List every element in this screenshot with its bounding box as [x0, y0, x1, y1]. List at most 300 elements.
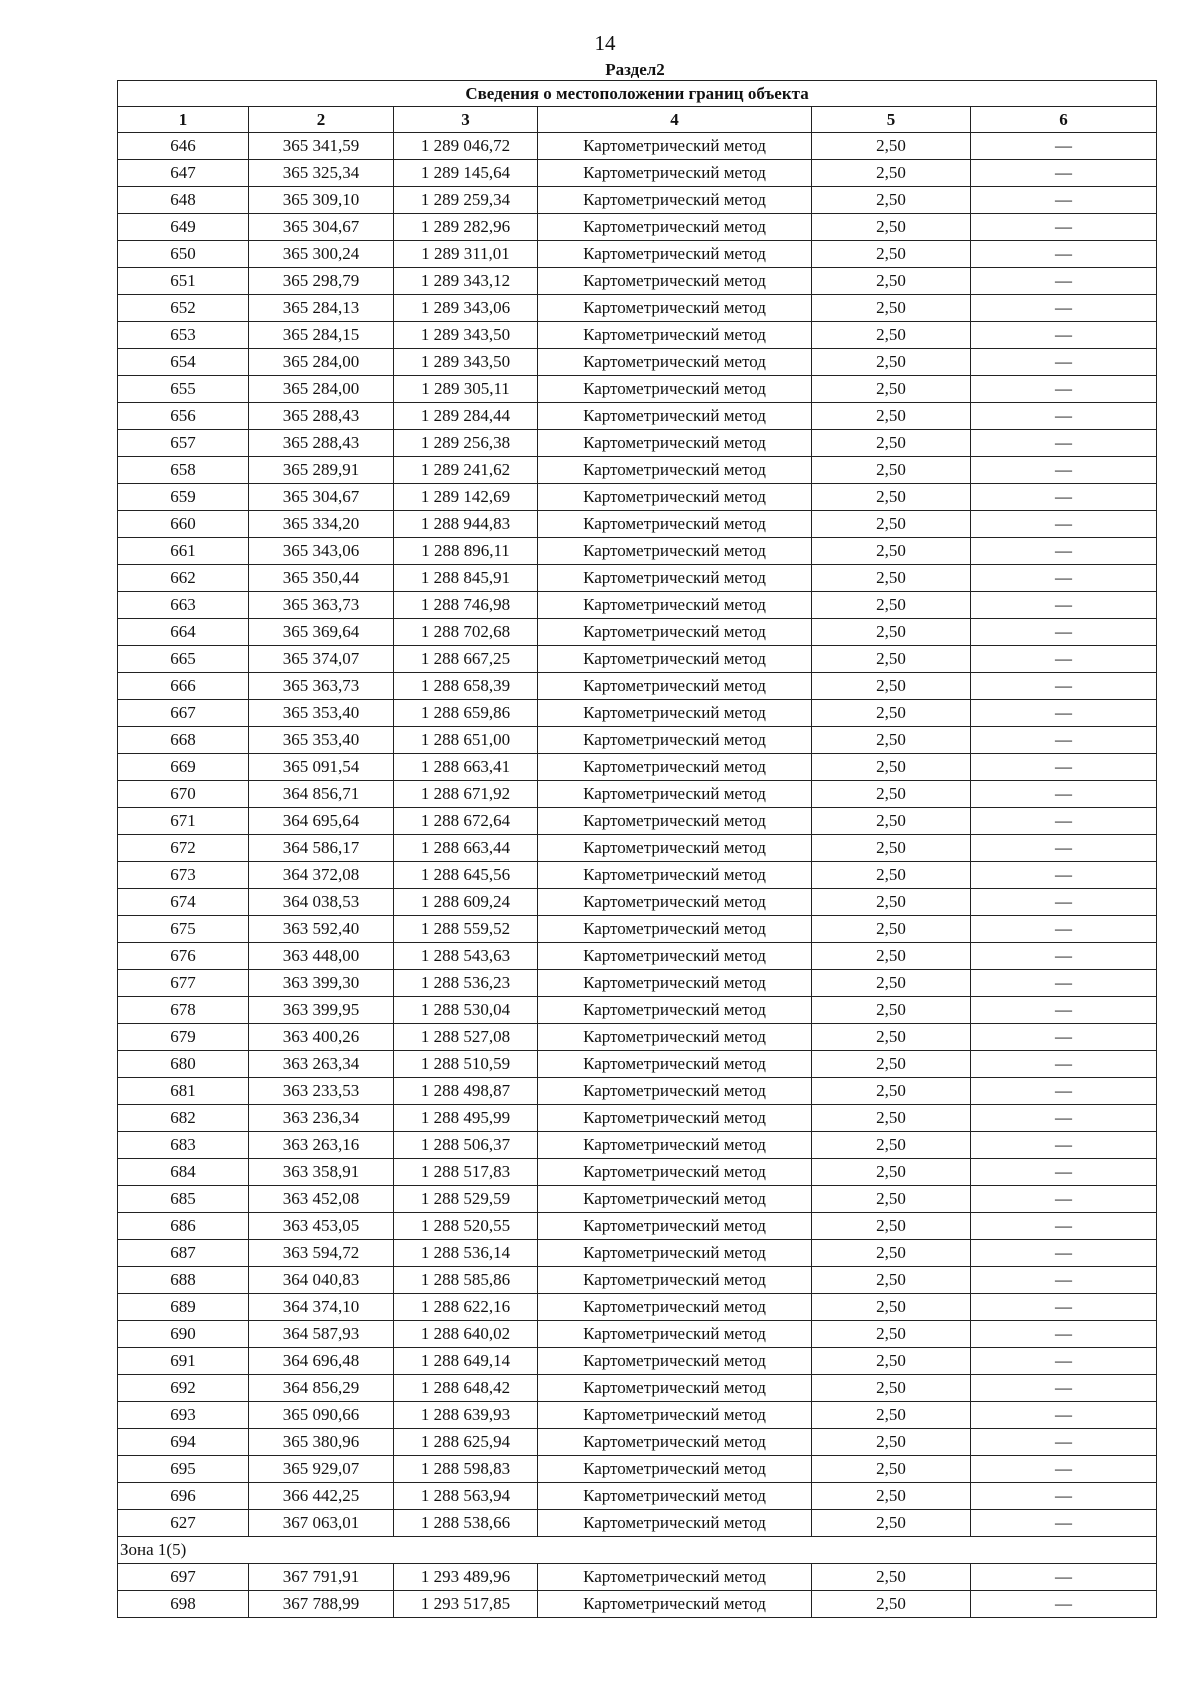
description-cell: —	[971, 592, 1157, 619]
point-number-cell: 685	[118, 1186, 249, 1213]
accuracy-cell: 2,50	[812, 133, 971, 160]
method-cell: Картометрический метод	[538, 1213, 812, 1240]
point-number-cell: 682	[118, 1105, 249, 1132]
method-cell: Картометрический метод	[538, 970, 812, 997]
method-cell: Картометрический метод	[538, 727, 812, 754]
description-cell: —	[971, 1429, 1157, 1456]
x-coordinate-cell: 363 358,91	[249, 1159, 394, 1186]
description-cell: —	[971, 322, 1157, 349]
y-coordinate-cell: 1 289 311,01	[394, 241, 538, 268]
description-cell: —	[971, 1186, 1157, 1213]
description-cell: —	[971, 781, 1157, 808]
table-row	[118, 727, 1157, 754]
point-number-cell: 662	[118, 565, 249, 592]
y-coordinate-cell: 1 289 256,38	[394, 430, 538, 457]
y-coordinate-cell: 1 288 645,56	[394, 862, 538, 889]
table-row	[118, 1267, 1157, 1294]
accuracy-cell: 2,50	[812, 997, 971, 1024]
accuracy-cell: 2,50	[812, 916, 971, 943]
accuracy-cell: 2,50	[812, 484, 971, 511]
y-coordinate-cell: 1 288 563,94	[394, 1483, 538, 1510]
accuracy-cell: 2,50	[812, 808, 971, 835]
table-row	[118, 970, 1157, 997]
x-coordinate-cell: 364 696,48	[249, 1348, 394, 1375]
accuracy-cell: 2,50	[812, 1591, 971, 1618]
description-cell: —	[971, 295, 1157, 322]
x-coordinate-cell: 364 040,83	[249, 1267, 394, 1294]
description-cell: —	[971, 538, 1157, 565]
y-coordinate-cell: 1 289 145,64	[394, 160, 538, 187]
y-coordinate-cell: 1 288 495,99	[394, 1105, 538, 1132]
table-row	[118, 457, 1157, 484]
method-cell: Картометрический метод	[538, 754, 812, 781]
table-row	[118, 349, 1157, 376]
description-cell: —	[971, 1456, 1157, 1483]
x-coordinate-cell: 365 363,73	[249, 592, 394, 619]
table-row	[118, 376, 1157, 403]
point-number-cell: 672	[118, 835, 249, 862]
point-number-cell: 697	[118, 1564, 249, 1591]
y-coordinate-cell: 1 288 659,86	[394, 700, 538, 727]
point-number-cell: 693	[118, 1402, 249, 1429]
x-coordinate-cell: 365 284,13	[249, 295, 394, 322]
table-row	[118, 565, 1157, 592]
x-coordinate-cell: 364 372,08	[249, 862, 394, 889]
method-cell: Картометрический метод	[538, 1510, 812, 1537]
description-cell: —	[971, 241, 1157, 268]
method-cell: Картометрический метод	[538, 484, 812, 511]
accuracy-cell: 2,50	[812, 943, 971, 970]
table-row	[118, 511, 1157, 538]
method-cell: Картометрический метод	[538, 268, 812, 295]
description-cell: —	[971, 133, 1157, 160]
table-row	[118, 241, 1157, 268]
y-coordinate-cell: 1 288 527,08	[394, 1024, 538, 1051]
accuracy-cell: 2,50	[812, 862, 971, 889]
description-cell: —	[971, 457, 1157, 484]
point-number-cell: 649	[118, 214, 249, 241]
method-cell: Картометрический метод	[538, 1348, 812, 1375]
table-row	[118, 1510, 1157, 1537]
method-cell: Картометрический метод	[538, 619, 812, 646]
y-coordinate-cell: 1 289 343,50	[394, 349, 538, 376]
table-row	[118, 1321, 1157, 1348]
table-row	[118, 484, 1157, 511]
y-coordinate-cell: 1 288 651,00	[394, 727, 538, 754]
accuracy-cell: 2,50	[812, 1510, 971, 1537]
table-row	[118, 862, 1157, 889]
method-cell: Картометрический метод	[538, 1402, 812, 1429]
accuracy-cell: 2,50	[812, 430, 971, 457]
table-caption-row	[118, 81, 1157, 107]
table-row	[118, 1429, 1157, 1456]
column-header: 4	[538, 107, 812, 133]
accuracy-cell: 2,50	[812, 241, 971, 268]
x-coordinate-cell: 366 442,25	[249, 1483, 394, 1510]
accuracy-cell: 2,50	[812, 187, 971, 214]
description-cell: —	[971, 916, 1157, 943]
table-row	[118, 1240, 1157, 1267]
description-cell: —	[971, 754, 1157, 781]
accuracy-cell: 2,50	[812, 1321, 971, 1348]
x-coordinate-cell: 363 399,30	[249, 970, 394, 997]
y-coordinate-cell: 1 288 498,87	[394, 1078, 538, 1105]
method-cell: Картометрический метод	[538, 1429, 812, 1456]
point-number-cell: 658	[118, 457, 249, 484]
point-number-cell: 667	[118, 700, 249, 727]
accuracy-cell: 2,50	[812, 349, 971, 376]
accuracy-cell: 2,50	[812, 781, 971, 808]
table-row	[118, 268, 1157, 295]
point-number-cell: 666	[118, 673, 249, 700]
page-number: 14	[594, 31, 616, 55]
accuracy-cell: 2,50	[812, 970, 971, 997]
point-number-cell: 660	[118, 511, 249, 538]
column-header: 3	[394, 107, 538, 133]
description-cell: —	[971, 673, 1157, 700]
method-cell: Картометрический метод	[538, 187, 812, 214]
description-cell: —	[971, 700, 1157, 727]
description-cell: —	[971, 160, 1157, 187]
description-cell: —	[971, 1591, 1157, 1618]
accuracy-cell: 2,50	[812, 1348, 971, 1375]
point-number-cell: 650	[118, 241, 249, 268]
table-row	[118, 619, 1157, 646]
table-row	[118, 295, 1157, 322]
x-coordinate-cell: 365 353,40	[249, 700, 394, 727]
method-cell: Картометрический метод	[538, 403, 812, 430]
method-cell: Картометрический метод	[538, 808, 812, 835]
x-coordinate-cell: 365 363,73	[249, 673, 394, 700]
accuracy-cell: 2,50	[812, 1564, 971, 1591]
y-coordinate-cell: 1 288 506,37	[394, 1132, 538, 1159]
x-coordinate-cell: 365 304,67	[249, 484, 394, 511]
method-cell: Картометрический метод	[538, 781, 812, 808]
accuracy-cell: 2,50	[812, 160, 971, 187]
point-number-cell: 670	[118, 781, 249, 808]
point-number-cell: 674	[118, 889, 249, 916]
point-number-cell: 652	[118, 295, 249, 322]
accuracy-cell: 2,50	[812, 1132, 971, 1159]
method-cell: Картометрический метод	[538, 646, 812, 673]
description-cell: —	[971, 403, 1157, 430]
y-coordinate-cell: 1 288 517,83	[394, 1159, 538, 1186]
method-cell: Картометрический метод	[538, 457, 812, 484]
accuracy-cell: 2,50	[812, 673, 971, 700]
point-number-cell: 653	[118, 322, 249, 349]
x-coordinate-cell: 365 350,44	[249, 565, 394, 592]
method-cell: Картометрический метод	[538, 295, 812, 322]
method-cell: Картометрический метод	[538, 835, 812, 862]
method-cell: Картометрический метод	[538, 1321, 812, 1348]
point-number-cell: 680	[118, 1051, 249, 1078]
description-cell: —	[971, 1294, 1157, 1321]
accuracy-cell: 2,50	[812, 1213, 971, 1240]
point-number-cell: 678	[118, 997, 249, 1024]
y-coordinate-cell: 1 288 663,41	[394, 754, 538, 781]
y-coordinate-cell: 1 289 282,96	[394, 214, 538, 241]
x-coordinate-cell: 367 791,91	[249, 1564, 394, 1591]
point-number-cell: 655	[118, 376, 249, 403]
y-coordinate-cell: 1 288 520,55	[394, 1213, 538, 1240]
y-coordinate-cell: 1 288 585,86	[394, 1267, 538, 1294]
y-coordinate-cell: 1 288 672,64	[394, 808, 538, 835]
y-coordinate-cell: 1 289 046,72	[394, 133, 538, 160]
accuracy-cell: 2,50	[812, 403, 971, 430]
x-coordinate-cell: 364 586,17	[249, 835, 394, 862]
x-coordinate-cell: 363 592,40	[249, 916, 394, 943]
point-number-cell: 690	[118, 1321, 249, 1348]
method-cell: Картометрический метод	[538, 943, 812, 970]
y-coordinate-cell: 1 289 343,06	[394, 295, 538, 322]
y-coordinate-cell: 1 288 536,23	[394, 970, 538, 997]
y-coordinate-cell: 1 288 648,42	[394, 1375, 538, 1402]
table-row	[118, 943, 1157, 970]
description-cell: —	[971, 619, 1157, 646]
description-cell: —	[971, 808, 1157, 835]
description-cell: —	[971, 1240, 1157, 1267]
table-row	[118, 1186, 1157, 1213]
method-cell: Картометрический метод	[538, 1483, 812, 1510]
y-coordinate-cell: 1 289 343,12	[394, 268, 538, 295]
description-cell: —	[971, 1564, 1157, 1591]
accuracy-cell: 2,50	[812, 835, 971, 862]
section-title: Раздел2	[605, 60, 665, 79]
table-row	[118, 1591, 1157, 1618]
y-coordinate-cell: 1 288 543,63	[394, 943, 538, 970]
x-coordinate-cell: 364 856,71	[249, 781, 394, 808]
description-cell: —	[971, 1132, 1157, 1159]
x-coordinate-cell: 363 399,95	[249, 997, 394, 1024]
point-number-cell: 657	[118, 430, 249, 457]
x-coordinate-cell: 364 038,53	[249, 889, 394, 916]
y-coordinate-cell: 1 288 530,04	[394, 997, 538, 1024]
accuracy-cell: 2,50	[812, 1051, 971, 1078]
accuracy-cell: 2,50	[812, 457, 971, 484]
accuracy-cell: 2,50	[812, 754, 971, 781]
table-row	[118, 187, 1157, 214]
table-row	[118, 592, 1157, 619]
description-cell: —	[971, 1105, 1157, 1132]
x-coordinate-cell: 363 594,72	[249, 1240, 394, 1267]
table-row	[118, 997, 1157, 1024]
x-coordinate-cell: 363 263,34	[249, 1051, 394, 1078]
method-cell: Картометрический метод	[538, 1240, 812, 1267]
zone-row	[118, 1537, 1157, 1564]
point-number-cell: 691	[118, 1348, 249, 1375]
y-coordinate-cell: 1 289 241,62	[394, 457, 538, 484]
method-cell: Картометрический метод	[538, 511, 812, 538]
description-cell: —	[971, 1159, 1157, 1186]
method-cell: Картометрический метод	[538, 997, 812, 1024]
method-cell: Картометрический метод	[538, 1024, 812, 1051]
x-coordinate-cell: 365 309,10	[249, 187, 394, 214]
point-number-cell: 686	[118, 1213, 249, 1240]
table-row	[118, 1024, 1157, 1051]
description-cell: —	[971, 214, 1157, 241]
point-number-cell: 656	[118, 403, 249, 430]
accuracy-cell: 2,50	[812, 1267, 971, 1294]
x-coordinate-cell: 365 284,00	[249, 376, 394, 403]
accuracy-cell: 2,50	[812, 1078, 971, 1105]
x-coordinate-cell: 365 090,66	[249, 1402, 394, 1429]
description-cell: —	[971, 376, 1157, 403]
point-number-cell: 668	[118, 727, 249, 754]
accuracy-cell: 2,50	[812, 214, 971, 241]
accuracy-cell: 2,50	[812, 727, 971, 754]
accuracy-cell: 2,50	[812, 268, 971, 295]
method-cell: Картометрический метод	[538, 241, 812, 268]
accuracy-cell: 2,50	[812, 700, 971, 727]
x-coordinate-cell: 367 063,01	[249, 1510, 394, 1537]
table-row	[118, 1078, 1157, 1105]
y-coordinate-cell: 1 288 663,44	[394, 835, 538, 862]
method-cell: Картометрический метод	[538, 592, 812, 619]
x-coordinate-cell: 363 452,08	[249, 1186, 394, 1213]
x-coordinate-cell: 365 341,59	[249, 133, 394, 160]
table-row	[118, 646, 1157, 673]
accuracy-cell: 2,50	[812, 511, 971, 538]
table-row	[118, 1132, 1157, 1159]
description-cell: —	[971, 268, 1157, 295]
table-row	[118, 1294, 1157, 1321]
x-coordinate-cell: 364 856,29	[249, 1375, 394, 1402]
column-header: 6	[971, 107, 1157, 133]
point-number-cell: 687	[118, 1240, 249, 1267]
point-number-cell: 647	[118, 160, 249, 187]
method-cell: Картометрический метод	[538, 376, 812, 403]
table-row	[118, 1348, 1157, 1375]
y-coordinate-cell: 1 293 489,96	[394, 1564, 538, 1591]
point-number-cell: 654	[118, 349, 249, 376]
point-number-cell: 698	[118, 1591, 249, 1618]
description-cell: —	[971, 187, 1157, 214]
x-coordinate-cell: 365 284,00	[249, 349, 394, 376]
x-coordinate-cell: 365 325,34	[249, 160, 394, 187]
point-number-cell: 695	[118, 1456, 249, 1483]
description-cell: —	[971, 727, 1157, 754]
table-row	[118, 889, 1157, 916]
accuracy-cell: 2,50	[812, 646, 971, 673]
method-cell: Картометрический метод	[538, 1267, 812, 1294]
accuracy-cell: 2,50	[812, 1456, 971, 1483]
point-number-cell: 648	[118, 187, 249, 214]
x-coordinate-cell: 365 300,24	[249, 241, 394, 268]
y-coordinate-cell: 1 288 559,52	[394, 916, 538, 943]
method-cell: Картометрический метод	[538, 673, 812, 700]
description-cell: —	[971, 1213, 1157, 1240]
method-cell: Картометрический метод	[538, 565, 812, 592]
zone-label: Зона 1(5)	[118, 1537, 1157, 1564]
x-coordinate-cell: 364 587,93	[249, 1321, 394, 1348]
column-header-row	[118, 107, 1157, 133]
y-coordinate-cell: 1 288 896,11	[394, 538, 538, 565]
table-row	[118, 1051, 1157, 1078]
description-cell: —	[971, 1375, 1157, 1402]
table-row	[118, 1564, 1157, 1591]
table-row	[118, 754, 1157, 781]
description-cell: —	[971, 1402, 1157, 1429]
description-cell: —	[971, 835, 1157, 862]
point-number-cell: 663	[118, 592, 249, 619]
description-cell: —	[971, 862, 1157, 889]
column-header: 1	[118, 107, 249, 133]
x-coordinate-cell: 365 289,91	[249, 457, 394, 484]
point-number-cell: 684	[118, 1159, 249, 1186]
x-coordinate-cell: 364 695,64	[249, 808, 394, 835]
y-coordinate-cell: 1 288 622,16	[394, 1294, 538, 1321]
description-cell: —	[971, 1024, 1157, 1051]
y-coordinate-cell: 1 288 649,14	[394, 1348, 538, 1375]
y-coordinate-cell: 1 288 671,92	[394, 781, 538, 808]
table-row	[118, 781, 1157, 808]
point-number-cell: 669	[118, 754, 249, 781]
y-coordinate-cell: 1 288 944,83	[394, 511, 538, 538]
x-coordinate-cell: 365 288,43	[249, 430, 394, 457]
point-number-cell: 679	[118, 1024, 249, 1051]
method-cell: Картометрический метод	[538, 1159, 812, 1186]
method-cell: Картометрический метод	[538, 160, 812, 187]
accuracy-cell: 2,50	[812, 565, 971, 592]
table-caption: Сведения о местоположении границ объекта	[118, 81, 1157, 107]
y-coordinate-cell: 1 288 536,14	[394, 1240, 538, 1267]
method-cell: Картометрический метод	[538, 916, 812, 943]
y-coordinate-cell: 1 288 510,59	[394, 1051, 538, 1078]
y-coordinate-cell: 1 288 640,02	[394, 1321, 538, 1348]
point-number-cell: 696	[118, 1483, 249, 1510]
x-coordinate-cell: 363 400,26	[249, 1024, 394, 1051]
description-cell: —	[971, 1051, 1157, 1078]
accuracy-cell: 2,50	[812, 889, 971, 916]
method-cell: Картометрический метод	[538, 1186, 812, 1213]
method-cell: Картометрический метод	[538, 214, 812, 241]
x-coordinate-cell: 363 453,05	[249, 1213, 394, 1240]
point-number-cell: 683	[118, 1132, 249, 1159]
x-coordinate-cell: 365 353,40	[249, 727, 394, 754]
y-coordinate-cell: 1 289 305,11	[394, 376, 538, 403]
table-row	[118, 1159, 1157, 1186]
x-coordinate-cell: 365 374,07	[249, 646, 394, 673]
table-row	[118, 1213, 1157, 1240]
method-cell: Картометрический метод	[538, 349, 812, 376]
method-cell: Картометрический метод	[538, 538, 812, 565]
y-coordinate-cell: 1 289 343,50	[394, 322, 538, 349]
y-coordinate-cell: 1 293 517,85	[394, 1591, 538, 1618]
description-cell: —	[971, 997, 1157, 1024]
description-cell: —	[971, 646, 1157, 673]
accuracy-cell: 2,50	[812, 1429, 971, 1456]
description-cell: —	[971, 1348, 1157, 1375]
method-cell: Картометрический метод	[538, 322, 812, 349]
method-cell: Картометрический метод	[538, 1591, 812, 1618]
point-number-cell: 646	[118, 133, 249, 160]
method-cell: Картометрический метод	[538, 1051, 812, 1078]
table-row	[118, 1402, 1157, 1429]
table-row	[118, 1483, 1157, 1510]
description-cell: —	[971, 1267, 1157, 1294]
table-row	[118, 403, 1157, 430]
column-header: 2	[249, 107, 394, 133]
x-coordinate-cell: 365 369,64	[249, 619, 394, 646]
description-cell: —	[971, 1321, 1157, 1348]
point-number-cell: 676	[118, 943, 249, 970]
method-cell: Картометрический метод	[538, 700, 812, 727]
point-number-cell: 671	[118, 808, 249, 835]
accuracy-cell: 2,50	[812, 1105, 971, 1132]
accuracy-cell: 2,50	[812, 592, 971, 619]
x-coordinate-cell: 363 236,34	[249, 1105, 394, 1132]
point-number-cell: 651	[118, 268, 249, 295]
